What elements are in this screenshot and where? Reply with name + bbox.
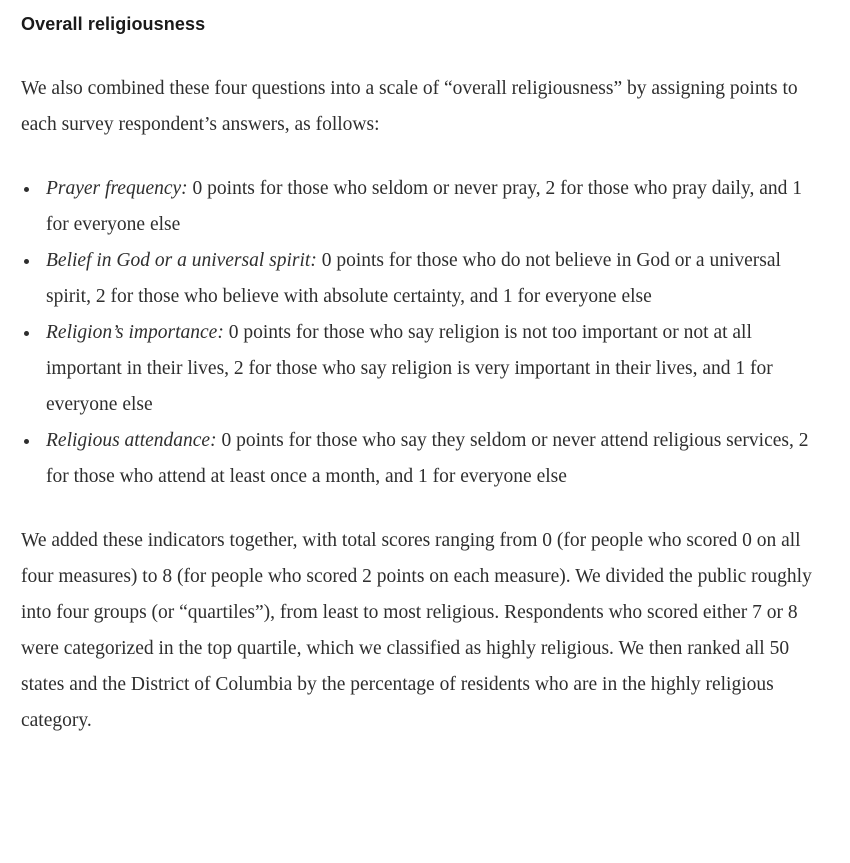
list-item-religious-attendance (41, 423, 828, 495)
intro-paragraph: We also combined these four questions into a scale of “overall religiousness” by assigning points to each survey respondent’s answers, as follows: (21, 78, 798, 135)
bullet-lead: Religious attendance: (46, 430, 217, 451)
bullet-lead: Prayer frequency: (46, 178, 188, 199)
bullet-lead: Belief in God or a universal spirit: (46, 250, 317, 271)
list-item-religions-importance (41, 315, 828, 423)
bullet-text: 0 points for those who say they seldom or never attend religious services, 2 for those who attend at least once a month, and 1 for everyone else (46, 430, 809, 487)
section-heading: Overall religiousness (21, 14, 206, 34)
scoring-list (21, 171, 828, 495)
closing-paragraph: We added these indicators together, with total scores ranging from 0 (for people who scored 0 on all four measures) to 8 (for people who scored 2 points on each measure). We divided the public roughly into four groups (or “quartiles”), from least to most religious. Respondents who scored either 7 or 8 were categorized in the top quartile, which we classified as highly religious. We then ranked all 50 states and the District of Columbia by the percentage of residents who are in the highly religious category. (21, 530, 812, 731)
bullet-text: 0 points for those who do not believe in God or a universal spirit, 2 for those who believe with absolute certainty, and 1 for everyone else (46, 250, 781, 307)
bullet-text: 0 points for those who seldom or never pray, 2 for those who pray daily, and 1 for everyone else (46, 178, 802, 235)
list-item-prayer-frequency (41, 171, 828, 243)
list-item-belief-in-god (41, 243, 828, 315)
bullet-lead: Religion’s importance: (46, 322, 224, 343)
bullet-text: 0 points for those who say religion is not too important or not at all important in their lives, 2 for those who say religion is very important in their lives, and 1 for everyone else (46, 322, 773, 415)
